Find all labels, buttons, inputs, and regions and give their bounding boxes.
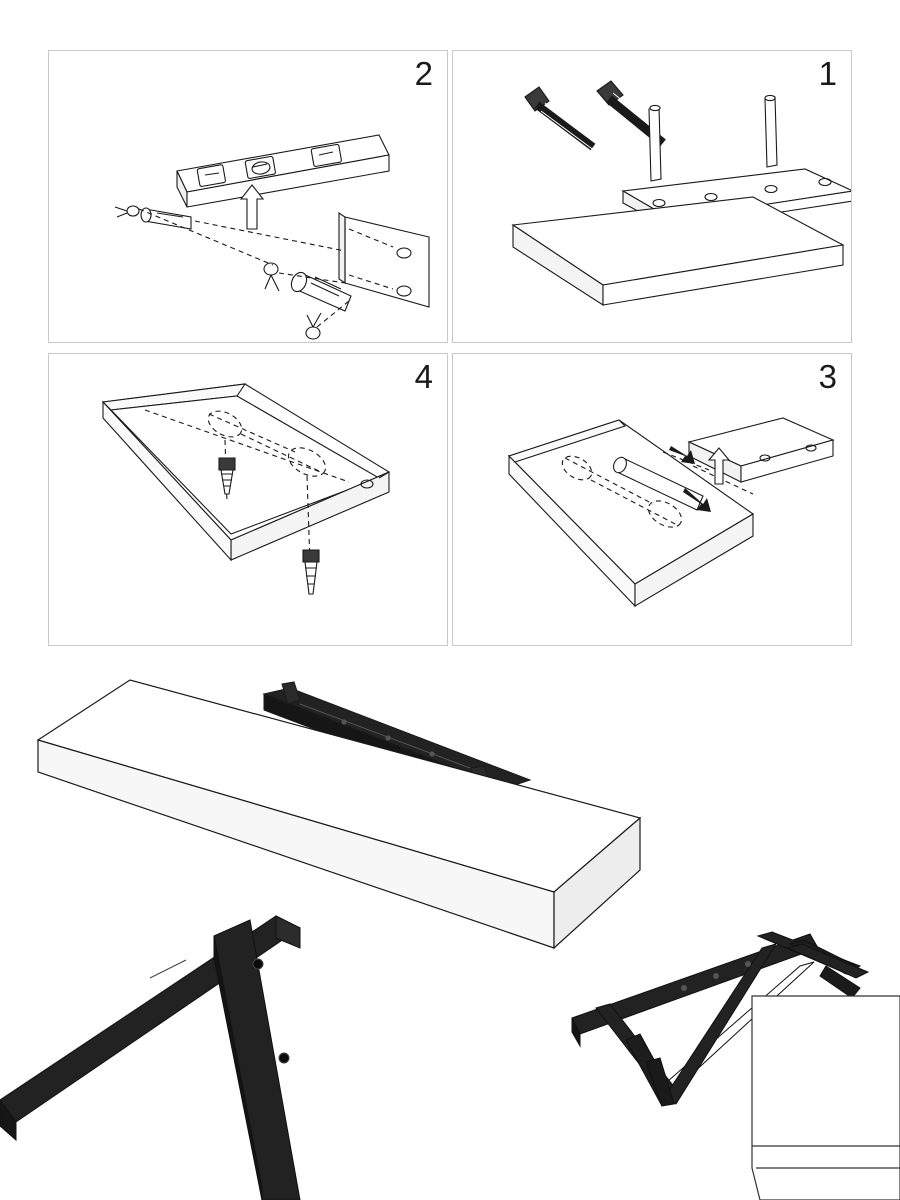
set-screw-bottom [303,550,319,594]
wall-plug-small-left [141,208,191,229]
hero-product-illustration [0,648,900,1200]
step-panel-1 [452,50,852,343]
step-number-1: 1 [818,55,837,92]
step-1-illustration [453,51,852,343]
step-panel-4 [48,353,448,646]
screw-small-1 [264,263,279,291]
step-4-illustration [49,354,448,646]
wood-screw-icon [525,87,599,151]
step-3-illustration [453,354,852,646]
bracket-plate [689,418,833,482]
shelf-edge-crop [752,996,900,1200]
step-number-2: 2 [414,55,433,92]
step-number-4: 4 [414,358,433,395]
step-panel-3 [452,353,852,646]
mounting-plate [339,213,429,307]
step-panel-grid [48,50,853,648]
screw-small-3 [115,206,139,217]
hero-illustration-svg [0,648,900,1200]
spirit-level-icon [177,135,389,207]
bracket-closeup-left [0,916,300,1200]
step-panel-2 [48,50,448,343]
step-2-illustration [49,51,448,343]
step-number-3: 3 [818,358,837,395]
shelf-board [513,197,843,305]
shelf-underside [103,384,389,560]
